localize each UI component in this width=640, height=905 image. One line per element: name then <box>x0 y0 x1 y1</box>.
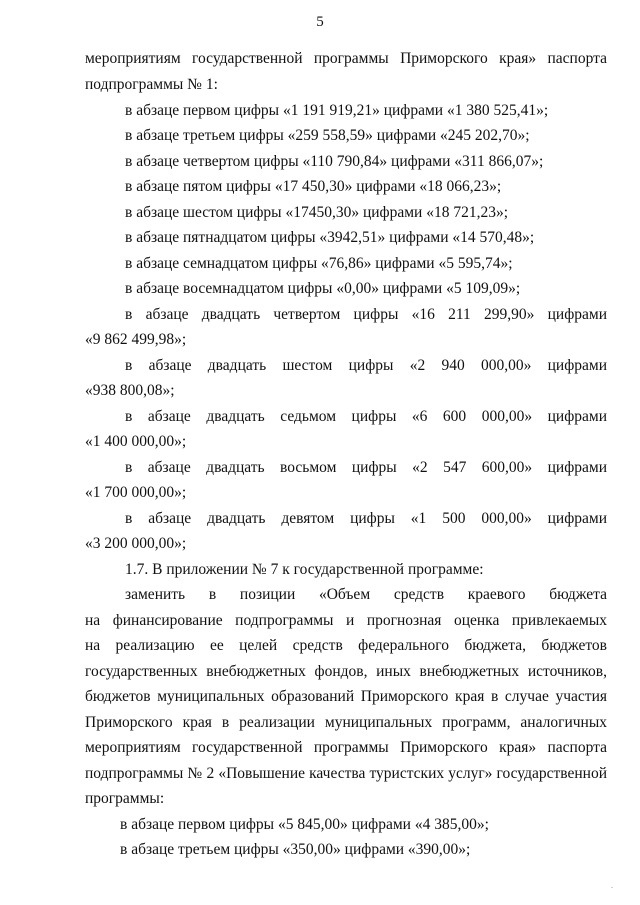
list-item: в абзаце третьем цифры «259 558,59» цифрами «245 202,70»; <box>125 127 530 144</box>
list-item: в абзаце семнадцатом цифры «76,86» цифрами «5 595,74»; <box>125 254 513 272</box>
text-line: подпрограммы № 1: <box>85 75 218 93</box>
paragraph-intro <box>85 46 607 97</box>
list-item: в абзаце двадцать шестом цифры «2 940 000,00» цифрами <box>125 356 607 374</box>
list-item-continuation: «3 200 000,00»; <box>85 535 187 552</box>
document-body <box>85 46 607 863</box>
paragraph-body: на финансирование подпрограммы и прогнозная оценка привлекаемых на реализацию ее целей средств федерального бюджета, бюджетов государственных внебюджетных фондов, иных внебюджетных источников, бюджетов муниципальных образований Приморского края в случае участия Приморского края в реализации муниципальных программ, аналогичных мероприятиям государственной программы Приморского края» паспорта подпрограммы № 2 «Повышение качества туристских услуг» государственной программы: <box>85 611 607 807</box>
list-item-continuation: «938 800,08»; <box>85 382 175 399</box>
list-item: в абзаце двадцать седьмом цифры «6 600 000,00» цифрами <box>125 407 607 425</box>
list-item: в абзаце двадцать девятом цифры «1 500 000,00» цифрами <box>125 509 607 527</box>
section-heading: 1.7. В приложении № 7 к государственной программе: <box>125 560 484 578</box>
list-item: в абзаце четвертом цифры «110 790,84» цифрами «311 866,07»; <box>125 152 544 170</box>
list-item: в абзаце пятнадцатом цифры «3942,51» цифрами «14 570,48»; <box>125 229 535 246</box>
list-item-continuation: «1 400 000,00»; <box>85 433 187 450</box>
list-item-continuation: «9 862 499,98»; <box>85 331 187 348</box>
list-item: в абзаце восемнадцатом цифры «0,00» цифрами «5 109,09»; <box>125 280 521 297</box>
list-item: в абзаце шестом цифры «17450,30» цифрами «18 721,23»; <box>125 203 509 221</box>
list-item <box>85 302 607 328</box>
page-mark: . <box>611 881 613 890</box>
text-line: в абзаце двадцать четвертом цифры «16 211 299,90» цифрами <box>125 305 607 323</box>
page-number: 5 <box>316 14 324 30</box>
list-item-continuation: «1 700 000,00»; <box>85 484 187 501</box>
list-item: в абзаце первом цифры «5 845,00» цифрами «4 385,00»; <box>120 815 489 833</box>
text-line: мероприятиям государственной программы Приморского края» паспорта <box>85 50 607 67</box>
list-item: в абзаце первом цифры «1 191 919,21» цифрами «1 380 525,41»; <box>125 101 549 119</box>
paragraph-line: заменить в позиции «Объем средств краевого бюджета <box>125 586 607 603</box>
list-item: в абзаце пятом цифры «17 450,30» цифрами «18 066,23»; <box>125 178 502 195</box>
list-item: в абзаце двадцать восьмом цифры «2 547 600,00» цифрами <box>125 458 607 476</box>
list-item: в абзаце третьем цифры «350,00» цифрами «390,00»; <box>120 841 471 858</box>
